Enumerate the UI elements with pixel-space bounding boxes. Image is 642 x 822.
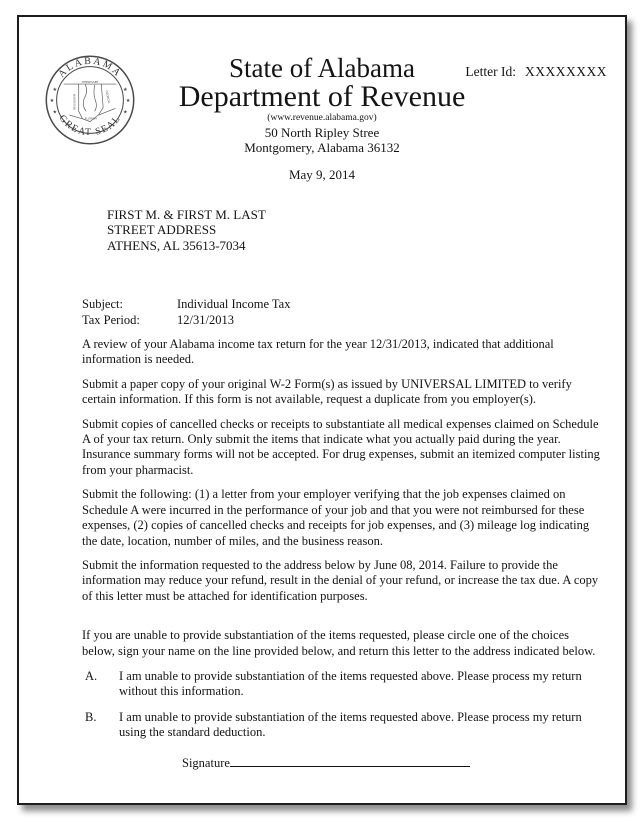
paragraph-deadline: Submit the information requested to the address below by June 08, 2014. Failure to provide the information may reduce your refund, result in the denial of your refund, or increase the tax due. A copy of this letter must be attached for identification purposes. [82,557,599,603]
subject-value: Individual Income Tax [177,297,291,312]
signature-line [230,753,470,767]
letter-id-value: XXXXXXXX [525,64,607,79]
letter-page [17,15,627,805]
agency-title-line1: State of Alabama [229,53,415,83]
signature-label: Signature [182,755,230,770]
choice-b-text: I am unable to provide substantiation of the items requested above. Please process my return using the standard deduction. [119,709,582,740]
agency-website: (www.revenue.alabama.gov) [267,113,377,123]
subject-block [82,297,625,328]
agency-address-line1: 50 North Ripley Stree [264,125,380,140]
letter-id-label: Letter Id: [465,64,516,79]
seal-top-text: ALABAMA [56,55,124,80]
letter-date: May 9, 2014 [288,167,356,182]
subject-label: Subject: [82,297,123,312]
svg-text:★: ★ [49,98,55,105]
recipient-name: FIRST M. & FIRST M. LAST [107,207,266,222]
recipient-street: STREET ADDRESS [107,222,217,238]
paragraph-job-expenses: Submit the following: (1) a letter from your employer verifying that the job expenses claimed on Schedule A were incurred in the performance of your job and that you were not reimbursed for these expenses, (2) copies of cancelled checks and receipts for job expenses, and (3) mileage log indicating the date, location, number of miles, and the business reason. [82,487,590,548]
letter-id [465,64,607,80]
svg-text:FLORIDA: FLORIDA [84,116,98,121]
svg-text:★: ★ [125,98,131,105]
svg-text:MISSISSIPPI: MISSISSIPPI [72,93,77,111]
recipient-city-state-zip: ATHENS, AL 35613-7034 [107,237,246,253]
choice-a-text: I am unable to provide substantiation of the items requested above. Please process my return without this information. [119,668,582,699]
recipient-address-block [107,207,625,253]
seal-bottom-text: GREAT SEAL [56,112,124,139]
agency-address-line2: Montgomery, Alabama 36132 [244,140,400,155]
svg-text:TENNESSEE: TENNESSEE [81,79,99,84]
svg-text:★: ★ [52,109,58,116]
paragraph-medical: Submit copies of cancelled checks or receipts to substantiate all medical expenses claimed on Schedule A of your tax return. Only submit the items that indicate what you actually paid during the year. Insurance summary forms will not be accepted. For drug expenses, submit an itemized computer listing from your pharmacist. [82,416,600,477]
alabama-great-seal-icon [43,53,137,147]
choice-a [85,669,600,700]
paragraph-w2: Submit a paper copy of your original W-2 Form(s) as issued by UNIVERSAL LIMITED to verify certain information. If this form is not available, request a duplicate from you employer(s). [82,376,572,407]
svg-text:★: ★ [122,87,128,94]
letter-body [82,337,600,771]
tax-period-row [82,313,625,328]
svg-text:★: ★ [122,109,128,116]
paragraph-review: A review of your Alabama income tax return for the year 12/31/2013, indicated that additional information is needed. [82,337,554,367]
agency-title-line2: Department of Revenue [178,80,466,113]
tax-period-value: 12/31/2013 [177,312,234,327]
tax-period-label: Tax Period: [82,312,140,327]
paragraph-instructions: If you are unable to provide substantiation of the items requested, please circle one of the choices below, sign your name on the line provided below, and return this letter to the address indicated below. [82,628,596,658]
svg-text:★: ★ [52,87,58,94]
choice-a-label: A. [85,668,98,683]
choice-b [85,710,600,741]
svg-text:GEORGIA: GEORGIA [104,90,112,104]
signature-row [182,753,600,771]
subject-row [82,297,625,312]
choice-b-label: B. [85,709,97,724]
